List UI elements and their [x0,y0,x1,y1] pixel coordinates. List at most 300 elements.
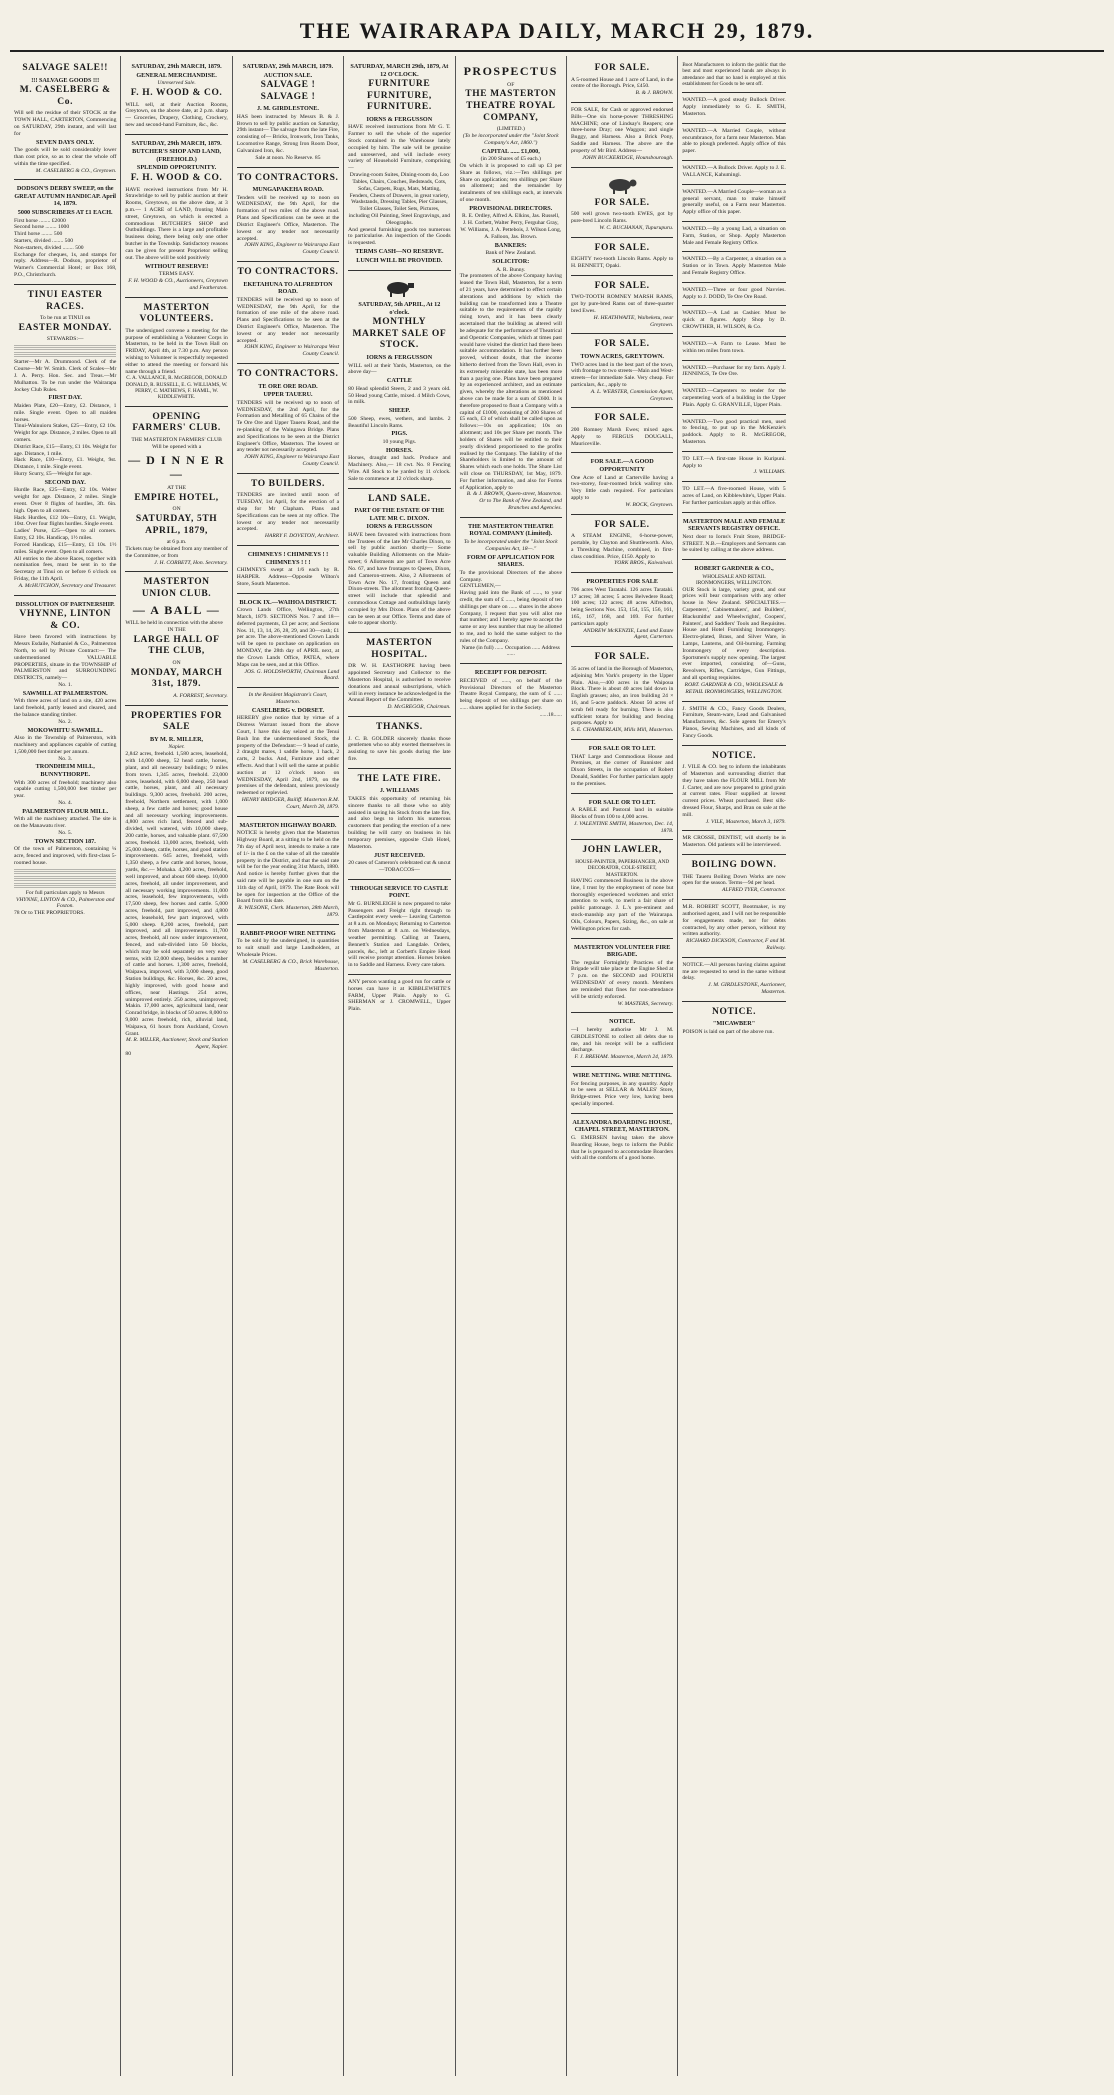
ad-body: 35 acres of land in the Borough of Masterton, adjoining Mrs Vark's property in the Upper Plain. Also,—400 acres in the Waipoua Block. There is about 40 acres laid down in English grasses; also, an iron building 24 × 16, and 5-acre paddock. About 50 acres of scrub fell ready for burning. There is also sufficient totara for building and fencing purposes. Apply to [570,665,674,727]
race-entry: Ladies' Purse, £25—Open to all comers. Entry, £2 10s. Handicap, 1½ miles. [14,528,117,542]
company-name: THE MASTERTON THEATRE ROYAL COMPANY, [465,89,557,123]
ad-heading: FOR SALE. [594,242,650,253]
ad-body: Tenders will be received up to noon on WEDNESDAY, the 9th April, for the formation of two miles of the above road. Plans and Specifications can be seen at the District Engineer's Office, Masterton. The lowest or any tender not necessarily accepted. [236,194,340,242]
ad-subheading: AUCTION SALE. [263,71,313,79]
ad-heading: PROPERTIES FOR SALE [586,578,658,586]
ad-body: HAVE received instructions from Mr H. Strawbridge to sell by public auction at their Rooms, Greytown, on the above date, at 3 p.m.— 1 ACRE of LAND, fronting Main street, Greytown, on which is erected a commodious BUTCHER'S SHOP and Outbuildings. There is a large and profitable business doing, there being only one other butcher in the Township. Satisfactory reasons can be given for present Proprietor selling out. The above will be sold positively [125,186,228,261]
lot-body: With all the machinery attached. The site is on the Manawatu river. [14,816,117,830]
lot-body: With three acres of land on a site, 420 acres land freehold, partly leased and cleared, and the balance standing timber. [14,698,117,718]
column-5 [456,56,567,2076]
ad-heading: NOTICE. [609,1018,636,1026]
ad-subheading: WHOLESALE AND RETAIL IRONMONGERS, WELLINGTON. [696,573,773,587]
ad-body: THE Taueru Boiling Down Works are now open for the season. Terms—9d per head. [682,873,786,887]
ad-signature: W. MASTERS, Secretary. [617,1000,674,1007]
ad-subheading: CASELBERG v. DORSET. [251,706,325,714]
ad-heading: MASTERTON MALE AND FEMALE SERVANTS REGISTRY OFFICE. [682,517,786,533]
lot-title: TOWN SECTION 187. [34,837,96,845]
event-date: MONDAY, MARCH 31st, 1879. [130,667,223,690]
ad-heading: MASTERTON HOSPITAL. [366,638,433,660]
race-entry: Hurdle Race, £25—Entry, £2 10s. Welter weight for age. Distance, 2 miles. Single event. Over 8 flights of hurdles, 3ft. 6in. high. Open to all comers. [14,487,117,514]
ad-signature: J. WILLIAMS. [753,469,786,476]
receipt-body: RECEIVED of ......, on behalf of the Provisional Directors of the Masterton Theatre Royal Company, the sum of £ ...... being deposit of ten shillings per share on ...... shares applied for in the Society. [459,677,562,712]
ad-magistrates-court [237,688,339,817]
shares: (in 200 Shares of £5 each.) [480,156,541,163]
ad-body: One Acre of Land at Carterville having a two-storey, four-roomed brick wallroy site. Very little cash required. For particulars apply to [570,474,674,501]
names-list [14,352,116,357]
ad-opportunity: SPLENDID OPPORTUNITY. [136,164,217,172]
ad-body: 200 Romney Marsh Ewes; mixed ages. Apply to FERGUS DOUGALL, Mauriceville. [570,426,674,447]
ad-body: HAS been instructed by Messrs B. & J. Brown to sell by public auction on Saturday, 29th instant— The salvage from the late Fire, consisting of— Bricks, Ironwork, Iron Tanks, Locomotive Range, Strong Iron Room Door, Galvanized Iron, &c. [236,113,340,154]
ad-receipt [460,664,562,723]
race-entry: District Race, £15—Entry, £1 10s. Weight for age. Distance, 1 mile. [14,443,117,457]
ad-signature: D. McGREGOR, Chairman. [387,704,451,711]
ad-body: Mr G. BURNLEIGH is now prepared to take Passengers and Freight right through to Castlepoint every week— Leaving Carterton at 8 a.m. on Mondays; Returning to Carterton from Masterton at 8 a.m. on Wednesdays, weather permitting. Calling at Taueru, Bennett's Station and Langdale. Orders, parcels, &c., left at Corbett's Empire Hotel will receive prompt attention. Horses broken in to Saddle and Harness. Every care taken. [348,900,451,969]
ad-heading: TO CONTRACTORS. [237,266,339,277]
ad-signature: R. WILSONE, Clerk. Masterton, 28th March, 1879. [238,905,340,919]
ad-body: To be incorporated under the "Joint Stock Companies Act, 18—." [463,538,558,552]
ad-town-acres [571,334,673,408]
ad-body: 2,842 acres, freehold. 1,580 acres, leasehold, with 14,000 sheep, 52 head cattle, horses, plant, and all necessary buildings; 9 miles from town. 1,345 acres, freehold. 23,000 acres, leasehold, with 6,000 sheep, 250 head cattle, horses, plant, and all necessary buildings. 9,300 acres, freehold. 200 acres, freehold, Northern settlement, with 1,000 sheep, a few cattle and horses; good house and all necessary working improvements. 4,800 acres rich land, fenced and sub-divided, well watered, with 10,000 sheep, 200 cattle, horses, and valuable plant. 67,590 acres, freehold. 13,000 acres, freehold, with 25,000 sheep, cattle, horses, and good station improvements. 645 acres, freehold, with 1,350 sheep, a few cattle and horses, house, yards, &c.— Mohaka. 4,200 acres, freehold, well improved, and about 600 sheep. 10,000 acres, freehold, all under improvement, and all necessary working improvements. 11,000 acres, leasehold, few improvements, with 17,500 sheep, few horses and cattle. 5,000 acres, freehold, part improved, and 4,800 acres, leasehold, few part improved, with 5,000 sheep. 8,200 acres, freehold, part improved, and all improvements. 11,700 acres, freehold, all now under improvement, fenced, and sub-divided into 50 blocks, which may be sold separately on very easy terms, with 12,000 sheep, besides a number of cattle and horses. 1,300 acres, freehold, Waipawa, improved, with 3,000 sheep, good Station buildings, &c. Horses, &c. 20 acres, highly improved, with good house and offices, near Hastings. 254 acres, unimproved entirely. 250 acres, unimproved; Makin. 17,000 acres, agricultural land, near Conrad bridge, in blocks of 50 acres. 8,000 to 9,000 acres freehold, rich, alluvial land, Waipawa, 61 hours from Auckland, Crown Grant. [125,751,228,1037]
venue: EMPIRE HOTEL, [134,492,219,503]
ad-body: TWO acres land in the best part of the town, with frontage to two streets—Main and West-streets—for immediate Sale. Very cheap. For particulars, &c., apply to [570,361,674,388]
ad-heading: THANKS. [376,722,423,733]
ad-heading: SATURDAY, 29th MARCH, 1879. [131,63,222,70]
ad-footer: 78 Or to THE PROPRIETORS. [14,910,85,917]
bankers-label: BANKERS: [494,241,527,249]
ad-place: Napier. [168,744,185,751]
ad-signature: A. L. WEBSTER, Commission Agent, Greytown. [590,388,674,402]
ad-subheading: EKETAHUNA TO ALFREDTON ROAD. [243,280,333,296]
ad-subheading: THE MASTERTON FARMERS' CLUB [131,436,222,443]
names-list [14,345,116,350]
ad-land-sale [348,489,450,634]
ad-text: ON [172,506,181,513]
ad-text: Will be opened with a [152,443,202,450]
ad-subheading: HOUSE-PAINTER, PAPERHANGER, AND DECORATOR, COLE-STREET, MASTERTON. [575,859,670,878]
capital: CAPITAL ...... £1,000, [481,147,540,155]
ad-body: Horses, draught and hack. Produce and Machinery. Also,— 18 cwt. No. 8 Fencing Wire. All Stock to be yarded by 11 o'clock. Sale to commence at 12 o'clock sharp. [348,455,451,482]
ad-firm: IORNS & FERGUSSON [366,354,433,362]
form-title: FORM OF APPLICATION FOR SHARES. [467,553,555,569]
ad-body: DR W. H. EASTHORPE having been appointed Secretary and Collector to the Masterton Hospital, is authorised to receive donations and annual subscriptions, which will in every instance be acknowledged in the Annual Report of the Committee. [348,663,451,704]
ad-body: TAKES this opportunity of returning his sincere thanks to all those who so ably assisted in saving his Stock from the late fire, and also begs to inform his numerous customers that pending the erection of a new building he will carry on business in his temporary premises, opposite Club Hotel, Masterton. [348,796,451,850]
ad-robert-scott [682,900,785,958]
ad-romney-ewes [571,408,673,453]
ad-heading: FOR SALE. [594,339,650,350]
ad-body: WILL sell, at their Auction Rooms, Greytown, on the above date, at 2 p.m. sharp— Groceries, Drapery, Clothing, Crockery, new and second-hand Furniture, &c., &c. [125,101,228,128]
ad-body: HEREBY give notice that by virtue of a Distress Warrant issued from the above Court, I have this day seized at the Tenui Bush Inn the undermentioned Stock, the property of the Defendant:— 9 head of cattle, 2 draught mares, 1 saddle horse, 1 hack, 2 carts, 2 bucks. And, Furniture and other effects. And that I will sell the same at public auction at 12 o'clock noon on WEDNESDAY, April 2nd, 1879, on the premises of the defendant, unless previously redeemed or replevied. [236,715,340,797]
company-limited: (LIMITED.) [496,126,525,133]
prize-line: Starters, divided ........ 500 [14,238,74,245]
solicitor-name: A. R. Bunny. [496,266,526,273]
ad-note: Sale at noon. No Reserve. 85 [255,154,321,161]
ad-heading: RECEIPT FOR DEPOSIT. [474,669,547,677]
ad-text: ON [172,659,181,666]
ad-body: WANTED.—Three or four good Navvies. Apply to J. DODD, Te Ore Ore Road. [682,286,786,300]
race-entry: Maiden Plate, £20—Entry, £2. Distance, 1 mile. Single event. Open to all maiden horses. [14,402,117,423]
text-block [14,869,116,874]
ad-romney-rams [571,276,673,335]
ad-signature: H. HEATHWAITE, Waiheketu, near Greytown. [593,314,674,328]
ad-heading: OPENING FARMERS' CLUB. [132,411,221,434]
ad-general-merchandise [125,58,227,135]
ad-heading: FOR SALE. [594,519,650,530]
ad-body: 500 well grown two-tooth EWES, got by pure-bred Lincoln Rams. [570,211,674,224]
ad-signature: HARRY F. DOVETON, Architect. [264,533,340,540]
ad-firm: VHYNNE, LINTON & CO. [19,609,112,631]
ad-signature: HENRY BRIDGER, Bailiff. Masterton R.M. Court, March 28, 1879. [241,797,340,810]
ad-body: FOR SALE, for Cash or approved endorsed Bills—One six horse-power THRESHING MACHINE; one of Lindsay's Reapers; one three-horse Dray; one Waggon; and single Buggy, and Harness. Also a Brick Pony, Saddle and Harness. The above are the property of Mr Bird. Address— [570,107,674,154]
ad-wire-netting-2 [571,1067,673,1114]
race-entry: Hurry Scurry, £5—Weight for age. [14,471,92,478]
prize-line: Non-starters, divided ........ 500 [14,244,84,251]
race-entry: Hack Hurdles, £12 10s—Entry, £1. Weight, 10st. Over four flights hurdles. Single event. [14,514,117,528]
ad-body: TENDERS will be received up to noon of WEDNESDAY, the 9th April, for the formation of one mile of the above road. Plans and Specifications to be seen at the District Engineer's Office, Masterton. The lowest or any tender not necessarily accepted. [236,296,340,344]
ad-body: Starter—Mr A. Drummond. Clerk of the Course—Mr W. Smith. Clerk of Scales—Mr J. A. Perry. Hon. Sec. and Treas.—Mr Mulhatton. To be run under the Wairarapa Jockey Club Rules. [14,359,117,393]
ad-contractors-mungapakeha [237,168,339,262]
ad-body: Crown Lands Office, Wellington, 27th March, 1879. SECTIONS Nos. 7 and 18—deferred payments, £3 per acre; and Sections Nos. 11, 13, 14, 26, 28, 29, and 30—cash; £1 per acre. The above-mentioned Crown Lands will be open to purchase on application on MONDAY, the 28th day of APRIL next, at the Crown Lands Office, PATEA, where Maps can be seen, and at this Office. [236,607,340,668]
ad-subheading: !!! SALVAGE GOODS !!! [31,76,100,84]
ad-body: WANTED.—A Lad as Cashier. Must be quick at figures. Apply Shop by D. CROWTHER, H. WILSON, & Co. [682,310,786,331]
ad-body: NOTICE is hereby given that the Masterton Highway Board, at a sitting to be held on the 7th day of April next, intends to make a rate of 1/- in the £ on the value of all the rateable property in the District, and that the said rate will be for the year ending 31st March, 1880. And notice is hereby further given that the said rate will be payable in one sum on the 11th day of April, 1879. The Rate Book will be open for inspection at the Office of the Board from this date. [236,830,340,905]
ad-heading: MASTERTON VOLUNTEERS. [139,302,214,325]
ad-properties-miller [125,706,227,1063]
ad-body: All entries to the above Races, together with nomination fees, must be sent in to the Secretary at Tinui on or before 6 o'clock on Friday, the 11th April. [14,555,117,582]
ad-signature: JOS. G. HOLDSWORTH, Chairman Land Board. [244,668,340,682]
ad-signature: VHYNNE, LINTON & CO., Palmerston and Foxton. [15,896,115,910]
ad-subheading: To be run at TINUI on [40,315,91,322]
ad-heading: TO CONTRACTORS. [237,172,339,183]
ad-fire-brigade [571,939,673,1014]
ad-lunch: LUNCH WILL BE PROVIDED. [356,256,443,264]
ad-firm: F. H. WOOD & CO. [130,173,223,184]
ad-heading: PROSPECTUS [463,64,558,78]
ad-body: (To be incorporated under the "Joint Stock Company's Act, 1860.") [462,132,559,146]
ad-heading: FOR SALE OR TO LET. [588,798,656,806]
ad-poison-notice [682,1002,785,1041]
ad-boot-notice [682,58,785,93]
ad-wanted-farm [682,337,785,361]
ad-robert-gardner [682,560,785,701]
lot-body: With 300 acres of freehold; machinery also capable cutting 1,500,000 feet timber per year. [14,779,117,800]
ad-body: TWO-TOOTH ROMNEY MARSH RAMS, got by pure-bred Rams out of three-quarter bred Ewes. [570,294,674,314]
ad-terms: TERMS EASY. [158,271,195,278]
ad-subheading: "MICAWBER" [712,1020,756,1028]
ad-chimneys [237,546,339,594]
ad-date: EASTER MONDAY. [18,322,112,333]
ad-body: For full particulars apply to Messrs [25,889,105,896]
ad-wanted-fencers [682,415,785,452]
ad-body: WANTED.—Purchaser for my farm. Apply J. JENNINGS, Te Ore Ore. [682,364,786,378]
ad-days: SEVEN DAYS ONLY. [36,138,95,146]
section-pigs: PIGS. [391,430,408,438]
ad-subheading: TE ORE ORE ROAD. [258,382,318,390]
solicitor-label: SOLICITOR: [492,258,530,266]
receipt-date: ......18...... [539,711,562,718]
ad-sale-or-let-house [571,740,673,794]
ad-heading: FOR SALE. [594,63,650,73]
ad-subheading: TOWN ACRES, GREYTOWN. [580,352,664,360]
ad-heading: LAND SALE. [368,493,431,504]
ad-signature: J. VALENTINE SMITH, Masterton, Dec. 14, 1878. [574,820,674,834]
ad-heading: BLOCK IX.—WAIHOA DISTRICT. [239,598,337,606]
ad-body: For fencing purposes, in any quantity. Apply to be seen at SELLAR & MALES' Store, Bridge-street. Price very low, having been specially imported. [570,1080,674,1107]
ad-heading: TINUI EASTER RACES. [27,289,103,312]
ad-subheading: BY M. R. MILLER, [150,735,204,743]
ad-reserve: WITHOUT RESERVE! [144,262,209,270]
ad-body: Boot Manufacturers to inform the public that the best and most experienced hands are always in attendance and that no hand is employed at this establishment for Goods to be sent off. [682,62,786,88]
ad-body: HAVE been favoured with instructions from the Trustees of the late Mr Charles Dixon, to sell by public auction shortly— Some valuable Building Allotments on the Main-street; 6 Allotments are part of Town Acre No. 67, and have frontages to Queen, Dixon, and Cameron-streets. Also, 2 Allotments of Town Acre No. 17, fronting Queen and Dixon-streets. The allotment fronting Queen-street will include that splendid and commodious Cottage and outbuildings lately occupied by Mrs Dixon. Plans of the above can be seen at our Office. Terms and date of sale to appear shortly. [348,531,451,627]
ad-body: M.R. ROBERT SCOTT, Bootmaker, is my authorised agent, and I will not be responsible for engagements made, nor for debts contracted, by any other person, without my written authority. [682,904,786,938]
ad-body: MR CROSSE, DENTIST, will shortly be in Masterton. Old patients will be interviewed. [682,835,786,849]
ad-body: WANTED.—A Married Couple, without encumbrance, for a farm near Masterton. Man able to plough preferred. Apply office of this paper. [682,127,786,155]
ad-signature: A. McHUTCHON, Secretary and Treasurer. [18,582,117,589]
ad-heading: MASTERTON VOLUNTEER FIRE BRIGADE. [573,943,671,959]
ad-firm: F. H. WOOD & CO. [130,87,223,98]
ad-contractors-teore [237,364,339,474]
lot-body: Of the town of Palmerston, containing ¼ acre, fenced and improved, with first-class 5-roomed house. [14,846,117,866]
ad-body: WANTED.—Two good practical men, used to fencing, to put up in the McKenzie's paddock. Apply to R. McGREGOR, Masterton. [682,418,786,445]
ad-heading: FOR SALE. [594,197,650,208]
ad-body: WANTED.—A good steady Bullock Driver. Apply immediately to G. E. SMITH, Masterton. [682,97,786,117]
event-date: SATURDAY, 5TH APRIL, 1879, [135,513,218,536]
ball-title: — A BALL — [132,602,221,617]
ad-note: Unreserved Sale. [157,80,196,87]
lot-number: No. 1. [58,682,73,688]
ad-notice-debts [571,1013,673,1067]
ad-text: AT THE [167,484,187,491]
ad-signature: M. CASELBERG & CO., Brick Warehouse, Masterton. [242,958,340,972]
ad-threshing-machine [571,103,673,168]
ad-heading: NOTICE. [712,750,757,761]
ad-signature: F. H. WOOD & CO., Auctioneers, Greytown and Featherston. [128,277,228,291]
ad-body: 706 acres West Taratahi. 126 acres Taratahi. 17 acres; 38 acres; 5 acres Belvedere Road; 100 acres; 122 acres; 48 acres Alfredton, being Sections Nos. 153, 154, 155, 156, 161, 165, 167, 168, and 169. For further particulars apply [570,586,674,627]
directors-list: R. E. Ordley, Alfred A. Elkins, Jas. Russell, J. H. Corbett, Walter Perry, Ferguhar Gray, W. Williams, J. A. Pettebois, J. Wilson Long, A. Falloon, Jas. Brown. [460,213,562,240]
lot-number: No. 2. [58,718,73,725]
ad-borough-land [571,647,673,740]
ad-body: The undersigned convene a meeting for the purpose of establishing a Volunteer Corps in Masterton, to be held in the Town Hall on FRIDAY, April 4th, at 7.30 p.m. Any person wishing to Volunteer is respectfully requested either to attend the meeting or forward his name through a friend. [125,327,228,375]
ad-body: On which it is proposed to call up £3 per Share as follows, viz.:—Ten shillings per Share on application; ten shillings per Share on allotment; and the remainder by instalments of ten shillings each, at intervals of one month. [459,162,562,204]
ad-heading: SALVAGE SALE!! [22,63,109,73]
ad-wanted-carpenter [682,252,785,282]
ad-signature: ANDREW McKENZIE, Land and Estate Agent, Carterton. [583,627,674,641]
ad-body: To the provisional Directors of the above Company. [459,569,562,583]
column-1 [10,56,121,2076]
section-sheep: SHEEP. [388,407,410,415]
ad-wire-netting [237,925,339,978]
race-entry: Hack Race, £10—Entry, £1. Weight, 9st. Distance, 1 mile. Single event. [14,457,117,471]
ad-subheading: MUNGAPAKEHA ROAD. [252,186,324,194]
ad-stock-market [348,271,450,488]
ad-heading: THROUGH SERVICE TO CASTLE POINT. [350,884,449,900]
ad-wanted-carpenters [682,384,785,414]
column-2 [121,56,232,2076]
ad-firm: IORNS & FERGUSSON [366,523,433,531]
ad-body: —I hereby authorise Mr J. M. GIRDLESTONE to collect all debts due to me, and his receipt will be a sufficient discharge. [570,1026,674,1054]
ad-body: G. EMERSEN having taken the above Boarding House, begs to inform the Public that he is prepared to accommodate Boarders with all the comforts of a good home. [570,1134,674,1162]
text-block [14,876,116,881]
salutation: GENTLEMEN,— [459,583,501,590]
columns [10,56,1104,2076]
ad-body: WANTED.—A Married Couple—woman as a general servant, man to make himself generally useful, on a Farm near Masterton. Apply office of this paper. [682,188,786,216]
ad-body: CHIMNEYS swept at 1/6 each by R. HARPER. Address—Opposite Wilton's Store, South Masterton. [236,567,340,587]
ad-signature: JOHN KING, Engineer to Wairarapa West County Council. [243,344,340,358]
ad-j-smith [682,702,785,746]
ad-subheading: GENERAL MERCHANDISE. [136,71,217,79]
ad-body: 20 cases of Cameron's celebrated cut & uncut —TOBACCOS— [348,860,451,873]
ad-signature: J. M. GIRDLESTONE, Auctioneer, Masterton. [708,982,786,996]
column-7 [678,56,789,2076]
ad-signature: B. & J. BROWN, Queen-street, Masterton. [466,491,562,498]
ad-heading: NOTICE. [712,1006,757,1017]
ad-heading: BOILING DOWN. [691,860,777,871]
lot-body: Also in the Township of Palmerston, with machinery and appliances capable of cutting 1,500,000 feet timber per annum. [14,735,117,755]
ad-heading: ROBERT GARDNER & CO., [694,565,774,573]
form-fields: Name (in full) ...... Occupation ...... Address ...... [461,644,560,658]
ad-wanted-bullock-driver [682,93,785,123]
ad-firm: IORNS & FERGUSSON [366,115,433,123]
column-6 [567,56,678,2076]
form-body: Having paid into the Bank of ......, to your credit, the sum of £ ......, being deposit of ten shillings per share on ...... shares in the above Company, I request that you will allot me that number; and I hereby agree to accept the same or any less number that may be allotted to me, and to hold the same subject to the rules of the Company. [459,590,562,644]
ad-union-club [125,572,227,705]
ad-heading: WIRE NETTING. WIRE NETTING. [572,1071,672,1079]
ad-names: C. A. VALLANCE, R. McGREGOR, DONALD DONALD, R. RUSSELL, E. G. WILLIAMS, W. PERRY, C. MATHEWS, F. HAMIL, W. KIDDLEWHITE. [125,375,228,401]
lot-title: TRONDHEIM MILL, BUNNYTHORPE. [35,763,95,778]
ad-wanted-bullock-driver-2 [682,161,785,185]
ad-claims-notice [682,958,785,1002]
ad-heading: JOHN LAWLER, [582,845,662,856]
prize-line: First horse ........ £2000 [14,217,66,224]
cow-illustration-icon [382,278,416,298]
ad-alt-contact: Or to The Bank of New Zealand, and Branches and Agencies. [479,498,562,512]
first-day: FIRST DAY. [48,394,82,402]
section-cattle: CATTLE [386,377,412,385]
ad-builders [237,474,339,546]
stewards-label: STEWARDS:— [46,336,84,343]
ad-furniture-sale [348,58,450,271]
ad-subheading: MONTHLY MARKET SALE OF STOCK. [352,317,447,351]
column-4 [344,56,455,2076]
lot-number: No. 5. [58,830,73,836]
ad-signature: S. E. CHAMBERLAIN, Mills Mill, Masterton. [571,727,674,734]
ad-of: OF [507,81,515,88]
ad-body: J. C. B. GOLDER sincerely thanks those gentlemen who so ably exerted themselves in assisting to save his goods during the late fire. [348,735,451,763]
ad-properties-mckenzie [571,573,673,647]
ad-heading: DISSOLUTION OF PARTNERSHIP. [15,600,115,608]
ad-signature: RICHARD DICKSON, Contractor, F and M. Railway. [685,938,786,951]
ad-dissolution [14,596,116,922]
ad-body: WANTED.—By a young Lad, a situation on Farm, Station, or Shop. Apply Masterton Male and Female Registry Office. [682,225,786,246]
section-horses: HORSES. [386,446,413,454]
ad-good-opportunity [571,453,673,514]
ad-body: Exchange for cheques, 1s, and stamps for reply. Address—R. Dodson, proprietor of Warner's Commercial Hotel; or Box 168, P.O., Christchurch. [14,251,117,279]
ad-firm: J. M. GIRDLESTONE. [257,105,319,113]
ad-boarding-house [571,1114,673,1167]
ad-body: TO LET.—A five-roomed House, with 5 acres of Land, on Kibblewhite's, Upper Plain. For further particulars apply at this office. [682,486,786,506]
ad-late-fire [348,769,450,880]
ad-body: TO LET.—A first-rate House in Kuripuni. Apply to [682,455,786,469]
ad-signature: J. VILE, Masterton, March 3, 1879. [705,818,786,825]
ad-farmers-club [125,407,227,573]
ad-auction-salvage [237,58,339,168]
ad-john-lawler [571,840,673,938]
ad-signature: F. J. BREHAM. Masterton, March 24, 1879. [574,1054,674,1061]
ad-subheading: UPPER TAUERU. [263,391,313,399]
ad-heading: FOR SALE.—A GOOD OPPORTUNITY [590,458,654,473]
bankers-name: Bank of New Zealand. [485,250,537,257]
ad-salvage: SALVAGE ! SALVAGE ! [260,80,316,102]
ad-sale-or-let-land [571,794,673,841]
ad-text: IN THE [167,626,186,633]
ad-body: TENDERS are invited until noon of TUESDAY, 1st April, for the erection of a shop for Mr Clapham. Plans and Specifications can be seen at my office. The lowest or any tender not necessarily accepted. [236,492,340,533]
ad-body: J. VILE & CO. beg to inform the inhabitants of Masterton and surrounding district that they have taken the FLOUR MILL from Mr J. Carter, and are now prepared to grind grain at current rates. Flour supplied at lowest current prices. Wheat purchased. Best silk-dressed Flour, Sharps, and Bran on sale at the mill. [682,764,786,818]
ad-body: POISON is laid on part of the above run. [682,1028,774,1035]
ad-heading: SATURDAY, 5th APRIL, At 12 o'clock. [358,301,441,316]
ad-body: Next door to Iorns's Fruit Store, BRIDGE-STREET. N.B.—Employers and Servants can be suited by calling at the above address. [682,533,786,554]
ad-wanted-married-couple [682,124,785,161]
ad-signature: W. C. BUCHANAN, Tupurupuru. [599,224,674,231]
lot-title: MOKOWHITU SAWMILL. [27,726,103,734]
venue: LARGE HALL OF THE CLUB, [133,634,220,657]
ad-tinui-races [14,285,116,596]
ad-firm: J. WILLIAMS [379,787,419,795]
ad-registry-office [682,513,785,561]
ad-thanks [348,717,450,769]
ad-grazing [348,975,450,1018]
ad-subheading: 5000 SUBSCRIBERS AT £1 EACH. [17,209,113,217]
ad-body: TENDERS will be received up to noon of WEDNESDAY, the 2nd April, for the Formation and Metalling of 65 Chains of the Te Ore Ore and Upper Taueru Road, and the re-planking of the Waingawa Bridge. Plans and Specifications to be seen at the District Engineer's Office, Masterton. The lowest or any tender not necessarily accepted. [236,399,340,454]
ad-signature: W. BOCK, Greytown. [625,501,674,508]
ad-heading: TO BUILDERS. [250,478,326,489]
ad-wanted-purchaser [682,361,785,385]
ad-heading: PROPERTIES FOR SALE [130,710,223,733]
ad-ewes-for-sale [571,168,673,238]
ad-body: The regular Fortnightly Practices of the Brigade will take place at the Engine Shed at 7 p.m. on the SECOND and FOURTH WEDNESDAY of every month. Members are reminded that fines for non-attendance will be strictly enforced. [570,959,674,1000]
ad-share-form [460,518,562,664]
ad-subheading: PART OF THE ESTATE OF THE LATE MR C. DIXON. [354,507,445,522]
directors-label: PROVISIONAL DIRECTORS. [469,204,553,212]
masthead-title: THE WAIRARAPA DAILY, MARCH 29, 1879. [10,8,1104,52]
ad-signature: ROBT. GARDNER & CO., WHOLESALE & RETAIL IRONMONGERS, WELLINGTON. [684,681,784,695]
ad-body: WANTED.—Carpenters to tender for the carpentering work of a building in the Upper Plain. Apply G. GRANVILLE, Upper Plain. [682,388,786,408]
ad-derby-sweep [14,180,116,285]
ad-signature: JOHN KING, Engineer to Wairarapa East County Council. [244,242,340,256]
ad-body: OUR Stock is large, variety great, and our prices will bear comparison with any other house in New Zealand. SPECIALTIES.—Carpenters', Cabinetmakers', and Builders', Blacksmiths' and Wheelwrights', Coopers', Painters', and Saddlers' Tools and Requisites. House and Hotel Furnishing Ironmongery. Electro-plated, Brass, and Silver Ware, in Lamps, Lanterns, and Oil-burning. Farming Ironmongery of every description. Sportsmen's supply now opening. The largest ever imported, consisting of—Guns, Revolvers, Rifles, Cartridges, Gun Fittings, and all sporting requisites. [682,586,786,682]
prize-line: Third horse ........ 500 [14,231,63,238]
second-day: SECOND DAY. [44,478,86,486]
ad-subheading: FURNITURE FURNITURE, FURNITURE. [366,79,432,113]
lot-number: No. 4. [58,800,73,806]
sheep-illustration-icon [605,175,639,195]
ad-wanted-cashier [682,306,785,336]
ad-heading: THE LATE FIRE. [357,773,442,784]
ad-body: Will sell the residue of their STOCK at the TOWN HALL, CARTERTON, Commencing on SATURDAY, 29th instant, and will last for [14,110,117,137]
ad-body: A STEAM ENGINE, 6-horse-power, portable, by Clayton and Shuttleworth. Also, a Threshing Machine, combined, in first-class condition. Price, £150. Apply to [570,533,674,560]
ad-heading: MASTERTON UNION CLUB. [141,577,212,599]
ad-body: HAVE received instructions from Mr G. T. Farmer to sell the whole of the superior Stock contained in the Warehouse lately occupied by him. The sale will be genuine and unreserved, and will include every variety of Household Furniture, comprising— [348,124,451,172]
ad-heading: DODSON'S DERBY SWEEP, on the GREAT AUTUMN HANDICAP. April 14, 1879. [14,185,117,208]
ad-signature: JOHN KING, Engineer to Wairarapa East County Council. [244,454,340,468]
ad-heading: FOR SALE OR TO LET. [588,745,656,752]
dinner-title: — D I N N E R — [128,452,225,482]
ad-heading: CHIMNEYS ! CHIMNEYS ! ! CHIMNEYS ! ! ! [247,551,329,566]
ad-footer: 80 [125,1051,131,1058]
ad-terms: TERMS CASH—NO RESERVE. [355,248,444,256]
ad-heading: TO CONTRACTORS. [237,369,339,379]
ad-signature: ALFRED TYER, Contractor. [722,887,786,894]
ad-to-let-house [682,452,785,482]
ad-heading: SATURDAY, 29th MARCH, 1879. [131,139,222,147]
